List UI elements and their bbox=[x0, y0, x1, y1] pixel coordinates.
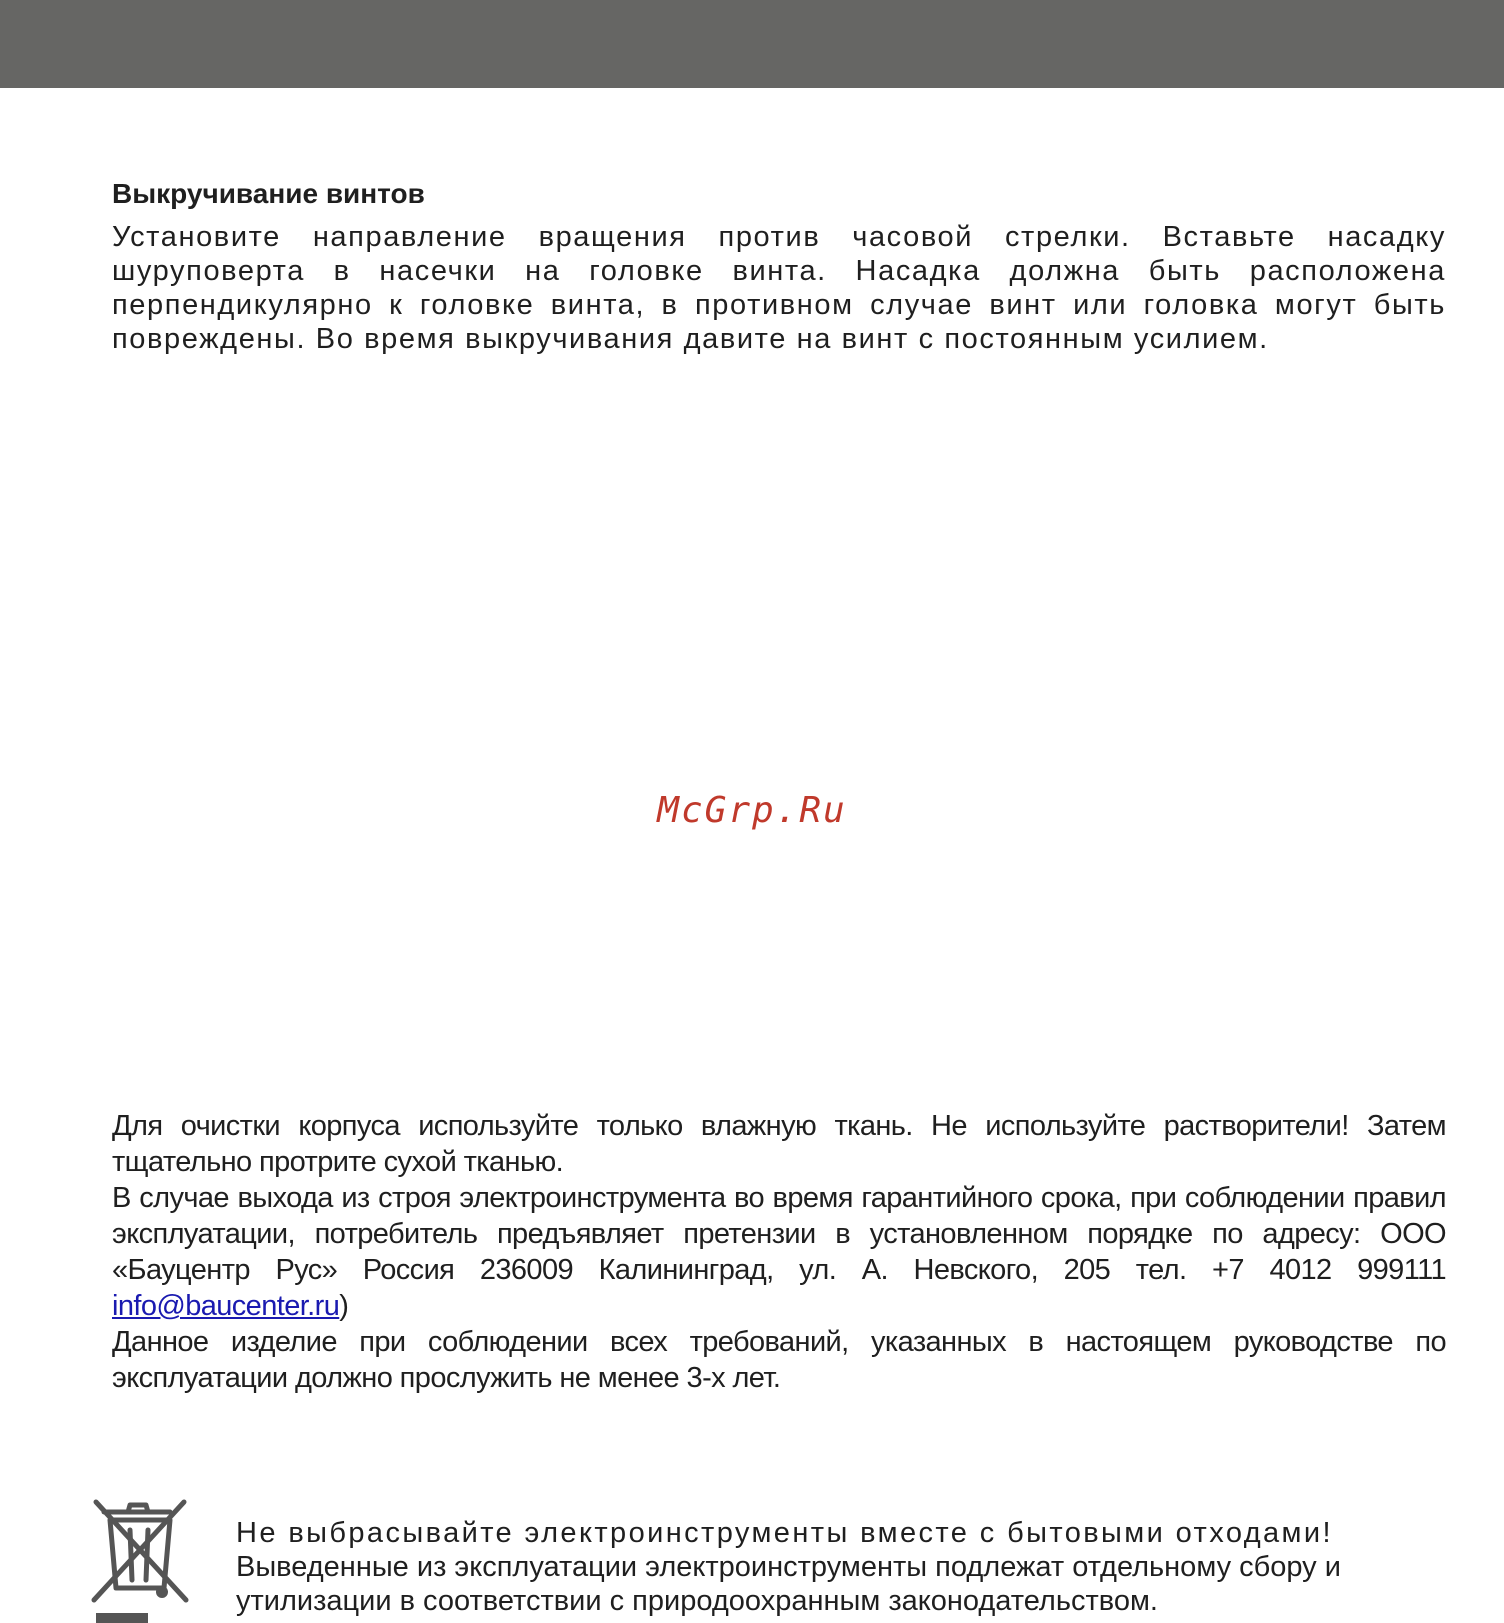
warranty-text bbox=[112, 1180, 1446, 1324]
watermark: McGrp.Ru bbox=[657, 790, 847, 831]
lifetime-text: Данное изделие при соблюдении всех требований, указанных в настоящем руководстве по эксплуатации должно прослужить не менее 3-х лет. bbox=[112, 1326, 1446, 1394]
warranty-body: В случае выхода из строя электроинструмента во время гарантийного срока, при соблюдении правил эксплуатации, потребитель предъявляет претензии в установленном порядке по адресу: ООО «Бауцентр Рус» Россия 236009 Калининград, ул. А. Невского, 205 тел. +7 4012 999111 bbox=[112, 1182, 1446, 1286]
service-info bbox=[112, 1108, 1446, 1396]
disposal-line-1: Не выбрасывайте электроинструменты вместе с бытовыми отходами! bbox=[236, 1517, 1333, 1549]
disposal-warning bbox=[236, 1516, 1446, 1618]
crossed-bin-icon bbox=[90, 1496, 190, 1623]
unscrewing-instructions: Установите направление вращения против часовой стрелки. Вставьте насадку шуруповерта в насечки на головке винта. Насадка должна быть расположена перпендикулярно к головке винта, в противном случае винт или головка могут быть повреждены. Во время выкручивания давите на винт с постоянным усилием. bbox=[112, 221, 1446, 355]
top-bar bbox=[0, 0, 1504, 88]
email-close: ) bbox=[339, 1290, 349, 1322]
cleaning-text: Для очистки корпуса используйте только влажную ткань. Не используйте растворители! Затем тщательно протрите сухой тканью. bbox=[112, 1110, 1446, 1178]
email-link[interactable]: info@baucenter.ru bbox=[112, 1290, 340, 1322]
disposal-line-2: Выведенные из эксплуатации электроинструменты подлежат отдельному сбору и утилизации в соответствии с природоохранным законодательством. bbox=[236, 1551, 1341, 1617]
section-title: Выкручивание винтов bbox=[112, 178, 425, 209]
